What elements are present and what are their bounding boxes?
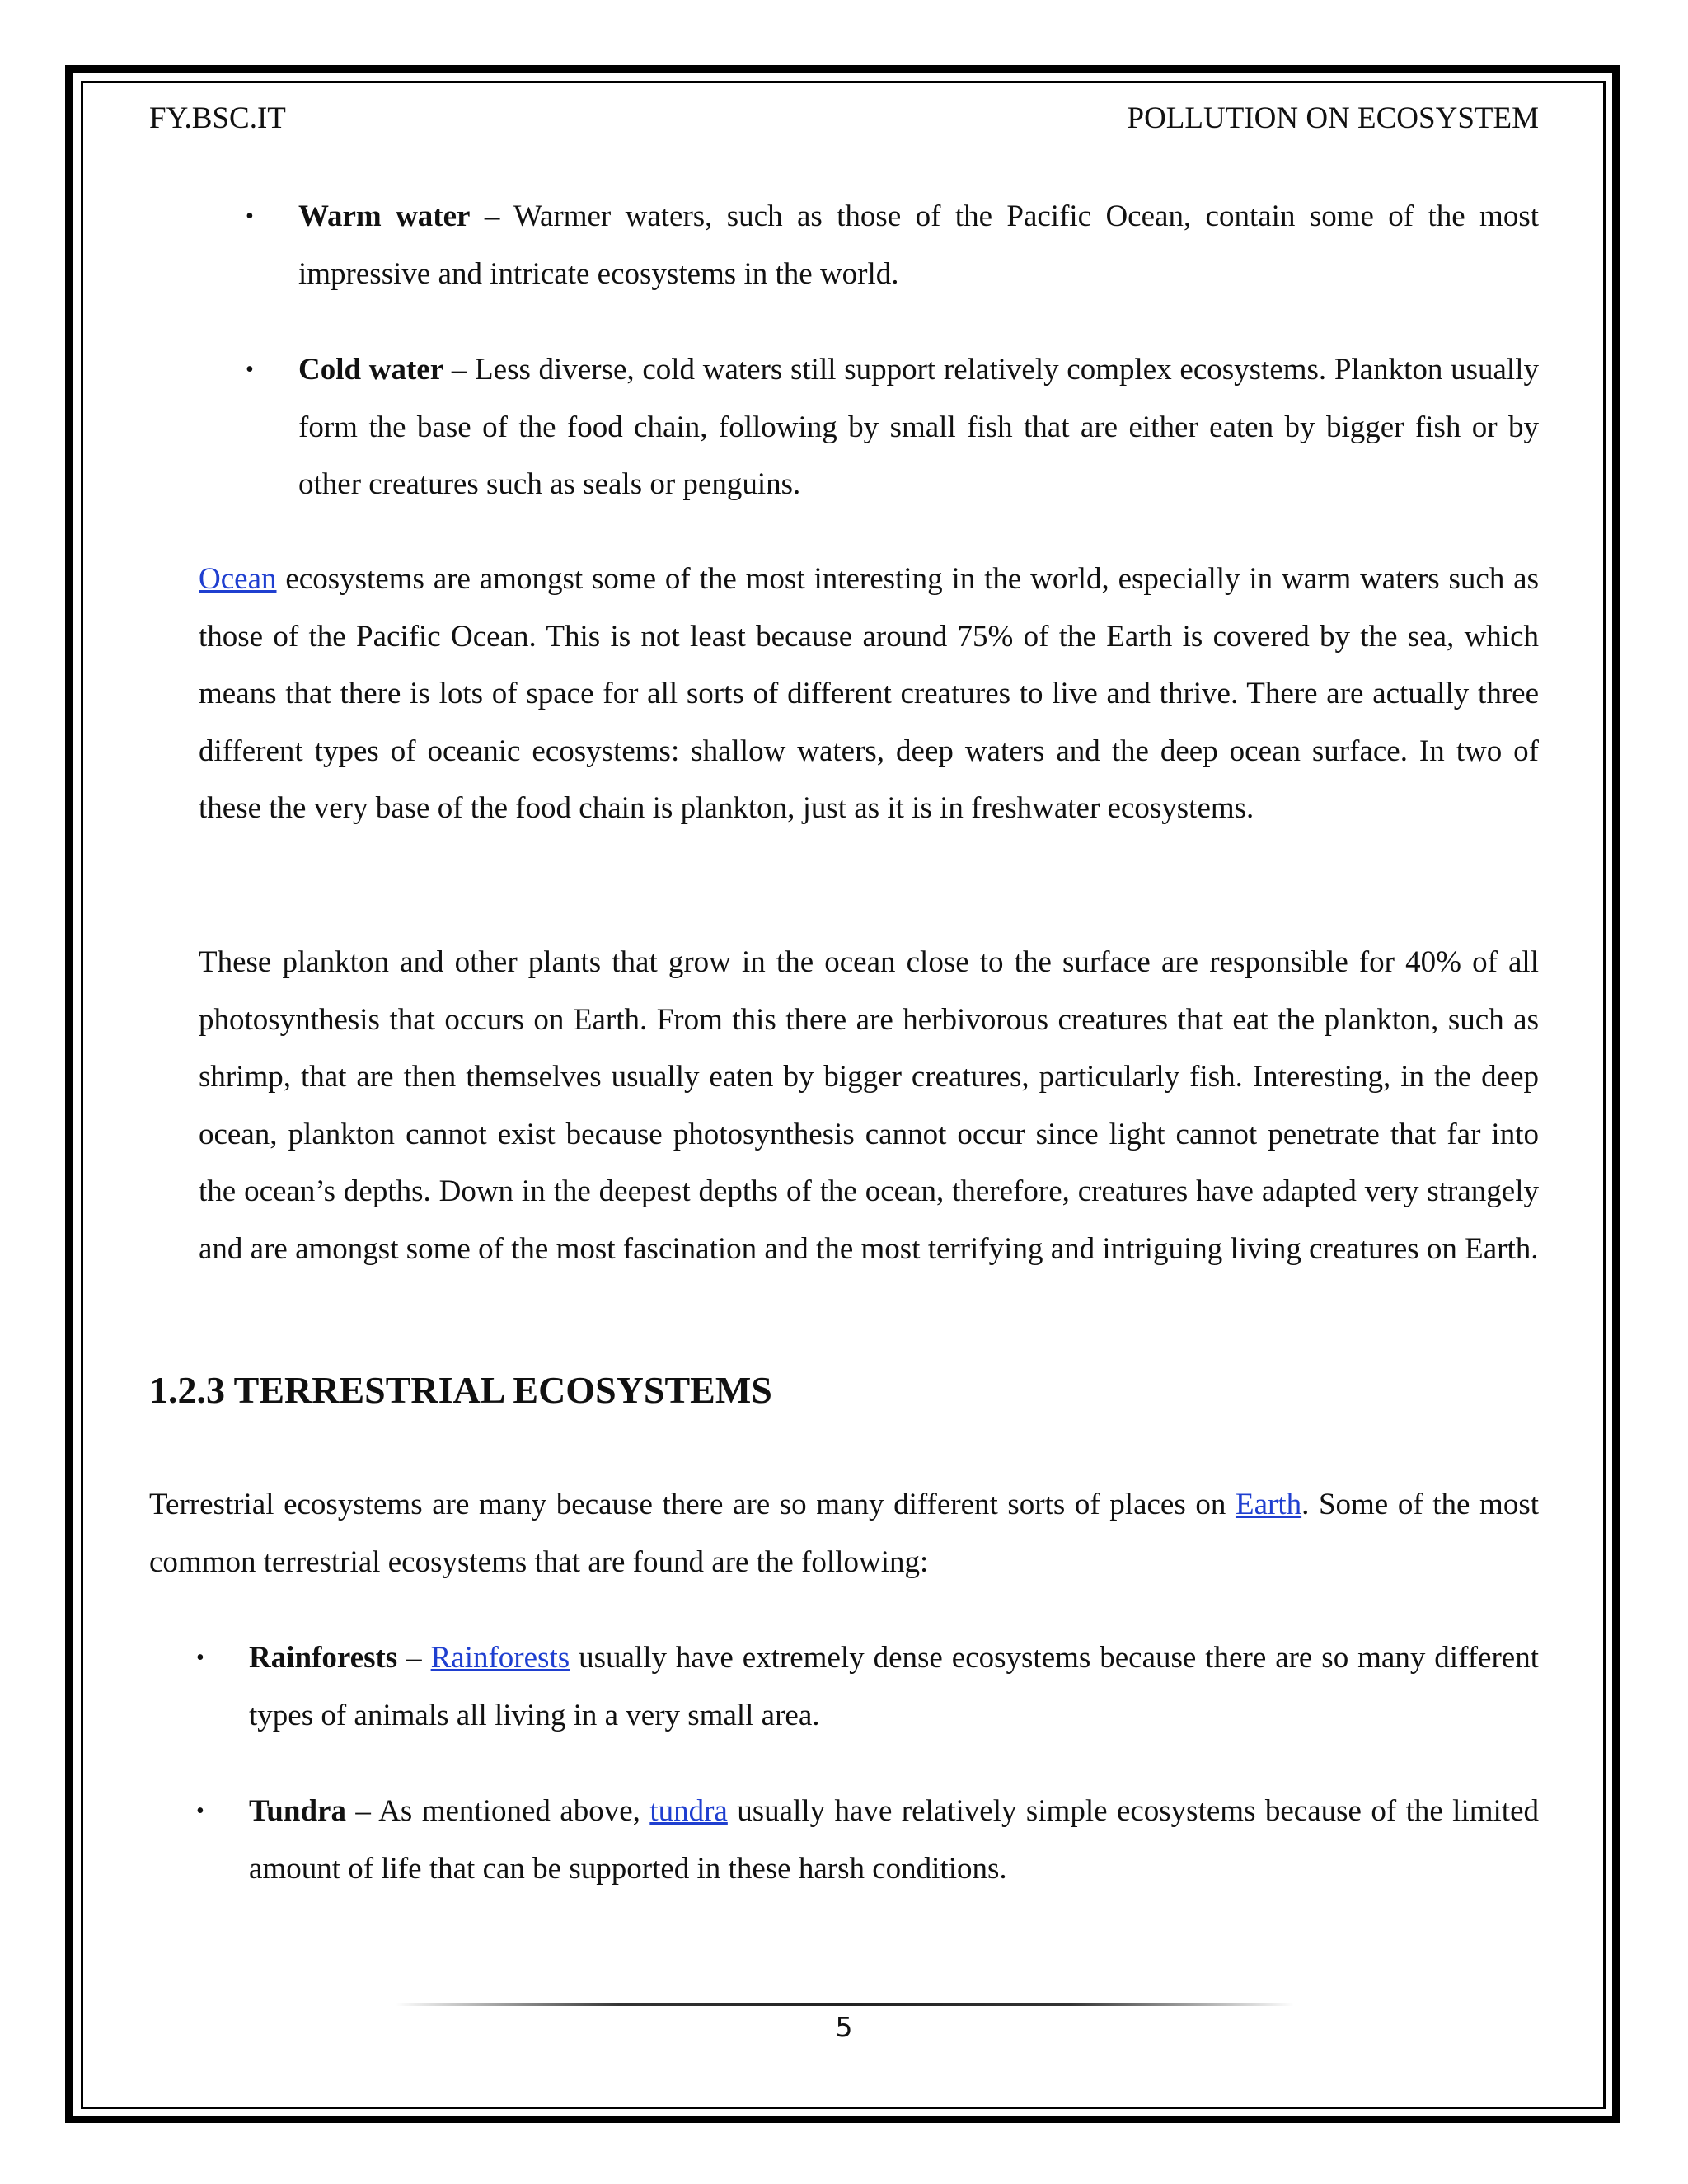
rainforests-link[interactable]: Rainforests: [430, 1641, 570, 1675]
bullet-term: Cold water: [298, 353, 444, 387]
list-item-tundra: [196, 1783, 1540, 1897]
bullet-text: usually have extremely dense ecosystems because there are so many different types of animals all living in a very small area.: [249, 1641, 1540, 1732]
bullet-dot: •: [196, 1645, 204, 1671]
bullet-term: Tundra: [249, 1794, 346, 1828]
ocean-link[interactable]: Ocean: [199, 562, 277, 596]
list-item-warm-water: [246, 188, 1539, 302]
header-left: FY.BSC.IT: [149, 101, 286, 135]
tundra-link[interactable]: tundra: [649, 1794, 728, 1828]
footer-divider: [396, 2003, 1294, 2006]
intro-text-after: . Some of the most common terrestrial ecosystems that are found are the following:: [149, 1488, 1540, 1579]
bullet-text: usually have relatively simple ecosystems because of the limited amount of life that can be supported in these harsh conditions.: [249, 1794, 1540, 1886]
bullet-dot: •: [246, 204, 254, 229]
earth-link[interactable]: Earth: [1235, 1488, 1302, 1521]
section-heading: 1.2.3 TERRESTRIAL ECOSYSTEMS: [149, 1369, 772, 1411]
bullet-dash: – As mentioned above,: [345, 1794, 650, 1828]
header-right: POLLUTION ON ECOSYSTEM: [1127, 101, 1539, 135]
bullet-term: Rainforests: [249, 1641, 398, 1675]
list-item-cold-water: [246, 341, 1539, 513]
ocean-paragraph: [199, 551, 1539, 837]
terrestrial-intro-paragraph: [149, 1476, 1539, 1591]
page-header: [149, 97, 1539, 138]
ocean-paragraph-text: ecosystems are amongst some of the most interesting in the world, especially in warm waters such as those of the Pacific Ocean. This is not least because around 75% of the Earth is covered by the sea, which means that there is lots of space for all sorts of different creatures to live and thrive. There are actually three different types of oceanic ecosystems: shallow waters, deep waters and the deep ocean surface. In two of these the very base of the food chain is plankton, just as it is in freshwater ecosystems.: [199, 562, 1539, 826]
bullet-text: – Warmer waters, such as those of the Pacific Ocean, contain some of the most impressive and intricate ecosystems in the world.: [298, 199, 1539, 291]
list-item-rainforests: [196, 1629, 1540, 1744]
intro-text-before: Terrestrial ecosystems are many because there are so many different sorts of places on: [149, 1488, 1236, 1521]
bullet-dot: •: [246, 357, 254, 382]
bullet-term: Warm water: [298, 199, 471, 233]
plankton-paragraph: These plankton and other plants that grow in the ocean close to the surface are responsible for 40% of all photosynthesis that occurs on Earth. From this there are herbivorous creatures that eat the plankton, such as shrimp, that are then themselves usually eaten by bigger creatures, particularly fish. Interesting, in the deep ocean, plankton cannot exist because photosynthesis cannot occur since light cannot penetrate that far into the ocean’s depths. Down in the deepest depths of the ocean, therefore, creatures have adapted very strangely and are amongst some of the most fascination and the most terrifying and intriguing living creatures on Earth.: [199, 945, 1539, 1266]
bullet-dash: –: [397, 1641, 431, 1675]
page-number: 5: [835, 2011, 853, 2043]
bullet-text: – Less diverse, cold waters still support relatively complex ecosystems. Plankton usually form the base of the food chain, following by small fish that are either eaten by bigger fish or by other creatures such as seals or penguins.: [298, 353, 1539, 502]
bullet-dot: •: [196, 1798, 204, 1824]
